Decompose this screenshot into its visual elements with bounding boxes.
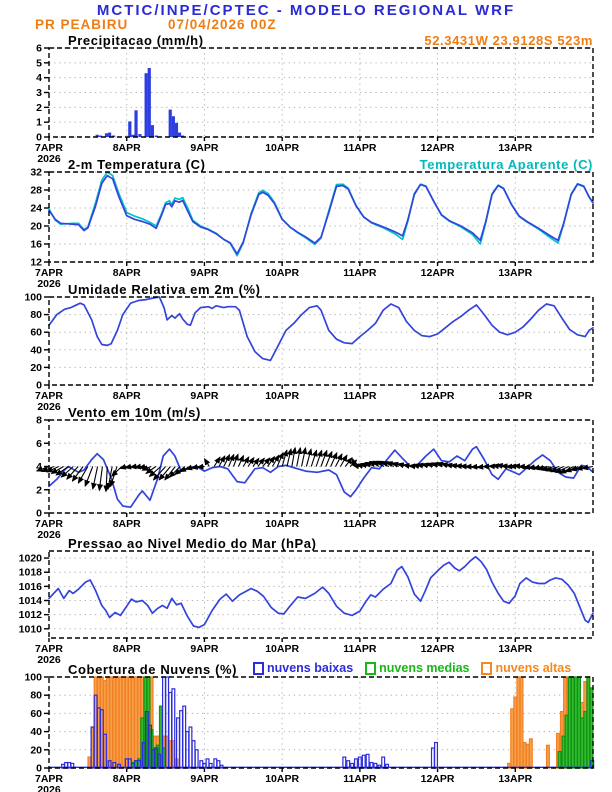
svg-text:2: 2 (36, 484, 42, 497)
svg-text:9APR: 9APR (190, 390, 219, 402)
legend-label-mid-clouds: nuvens medias (379, 661, 470, 675)
svg-text:11APR: 11APR (343, 390, 377, 402)
svg-text:2026: 2026 (37, 278, 61, 290)
svg-text:9APR: 9APR (190, 267, 219, 279)
svg-text:10APR: 10APR (265, 390, 300, 402)
svg-text:0: 0 (36, 131, 42, 144)
panel-title-humidity: Umidade Relativa em 2m (%) (68, 282, 261, 297)
svg-text:11APR: 11APR (343, 142, 377, 154)
svg-text:8APR: 8APR (112, 643, 141, 655)
svg-text:60: 60 (30, 326, 42, 339)
svg-text:8APR: 8APR (112, 390, 141, 402)
high-clouds-swatch-icon (481, 662, 492, 675)
svg-text:12APR: 12APR (420, 518, 455, 530)
svg-text:6: 6 (36, 42, 42, 55)
svg-text:2026: 2026 (37, 784, 61, 792)
svg-text:20: 20 (30, 744, 42, 757)
svg-text:12APR: 12APR (420, 142, 455, 154)
station-coordinates: 52.3431W 23.9128S 523m (424, 33, 593, 48)
svg-text:3: 3 (36, 87, 42, 99)
svg-text:80: 80 (30, 689, 42, 702)
svg-text:12APR: 12APR (420, 390, 455, 402)
svg-text:12APR: 12APR (420, 643, 455, 655)
svg-text:9APR: 9APR (190, 518, 219, 530)
svg-text:8APR: 8APR (112, 267, 141, 279)
svg-text:8: 8 (36, 414, 42, 427)
svg-text:11APR: 11APR (343, 643, 377, 655)
svg-text:2026: 2026 (37, 153, 61, 165)
svg-text:2026: 2026 (37, 401, 61, 413)
svg-text:10APR: 10APR (265, 643, 300, 655)
svg-text:2026: 2026 (37, 654, 61, 666)
svg-text:8APR: 8APR (112, 518, 141, 530)
model-run-datetime: 07/04/2026 00Z (168, 17, 277, 32)
svg-text:20: 20 (30, 361, 42, 374)
svg-text:2: 2 (36, 101, 42, 114)
legend-item-mid-clouds (365, 661, 469, 675)
svg-text:16: 16 (30, 238, 42, 251)
svg-text:9APR: 9APR (190, 142, 219, 154)
svg-text:32: 32 (30, 166, 42, 179)
svg-text:60: 60 (30, 707, 42, 720)
svg-text:10APR: 10APR (265, 518, 300, 530)
svg-text:13APR: 13APR (498, 643, 533, 655)
svg-text:7APR: 7APR (34, 142, 64, 154)
svg-text:0: 0 (36, 507, 42, 520)
panel-title-wind: Vento em 10m (m/s) (68, 405, 201, 420)
panel-title-precipitation: Precipitacao (mm/h) (68, 33, 204, 48)
svg-text:1010: 1010 (18, 623, 42, 636)
svg-text:12APR: 12APR (420, 267, 455, 279)
svg-text:8APR: 8APR (112, 773, 141, 785)
svg-text:13APR: 13APR (498, 142, 533, 154)
apparent-temperature-label: Temperatura Aparente (C) (419, 157, 593, 172)
svg-text:13APR: 13APR (498, 773, 533, 785)
panel-title-temperature: 2-m Temperatura (C) (68, 157, 206, 172)
svg-text:4: 4 (36, 72, 42, 85)
svg-text:7APR: 7APR (34, 773, 64, 785)
svg-text:12: 12 (30, 256, 42, 269)
panel-title-clouds: Cobertura de Nuvens (%) (68, 662, 238, 677)
svg-text:1012: 1012 (18, 609, 42, 622)
svg-text:7APR: 7APR (34, 518, 64, 530)
svg-text:24: 24 (30, 202, 42, 215)
svg-text:5: 5 (36, 57, 42, 70)
svg-text:7APR: 7APR (34, 390, 64, 402)
legend-item-high-clouds (481, 661, 571, 675)
svg-text:11APR: 11APR (343, 773, 377, 785)
svg-text:8APR: 8APR (112, 142, 141, 154)
svg-text:4: 4 (36, 461, 42, 473)
low-clouds-swatch-icon (253, 662, 264, 675)
svg-text:9APR: 9APR (190, 643, 219, 655)
svg-text:100: 100 (24, 671, 42, 684)
svg-text:10APR: 10APR (265, 267, 300, 279)
svg-text:1020: 1020 (18, 552, 42, 565)
svg-text:1018: 1018 (18, 566, 42, 579)
svg-text:13APR: 13APR (498, 267, 533, 279)
svg-text:40: 40 (30, 726, 42, 739)
svg-text:11APR: 11APR (343, 267, 377, 279)
svg-text:2026: 2026 (37, 529, 61, 541)
mid-clouds-swatch-icon (365, 662, 376, 675)
svg-text:0: 0 (36, 762, 42, 775)
panel-title-pressure: Pressao ao Nivel Medio do Mar (hPa) (68, 536, 317, 551)
legend-item-low-clouds (253, 661, 353, 675)
svg-text:1014: 1014 (18, 595, 42, 608)
svg-text:7APR: 7APR (34, 643, 64, 655)
station-name: PR PEABIRU (35, 17, 129, 32)
legend-label-high-clouds: nuvens altas (495, 661, 572, 675)
svg-text:13APR: 13APR (498, 390, 533, 402)
svg-text:20: 20 (30, 220, 42, 233)
svg-text:80: 80 (30, 309, 42, 322)
svg-text:1: 1 (36, 116, 42, 129)
svg-text:7APR: 7APR (34, 267, 64, 279)
svg-text:1016: 1016 (18, 580, 42, 593)
svg-text:100: 100 (24, 291, 42, 304)
svg-text:13APR: 13APR (498, 518, 533, 530)
cloud-legend (253, 661, 571, 675)
svg-text:6: 6 (36, 437, 42, 450)
svg-text:10APR: 10APR (265, 773, 300, 785)
svg-text:28: 28 (30, 184, 42, 197)
svg-text:40: 40 (30, 344, 42, 357)
svg-text:9APR: 9APR (190, 773, 219, 785)
legend-label-low-clouds: nuvens baixas (267, 661, 354, 675)
svg-text:10APR: 10APR (265, 142, 300, 154)
model-header-title: MCTIC/INPE/CPTEC - MODELO REGIONAL WRF (96, 2, 516, 19)
svg-text:11APR: 11APR (343, 518, 377, 530)
svg-text:12APR: 12APR (420, 773, 455, 785)
svg-text:0: 0 (36, 379, 42, 392)
